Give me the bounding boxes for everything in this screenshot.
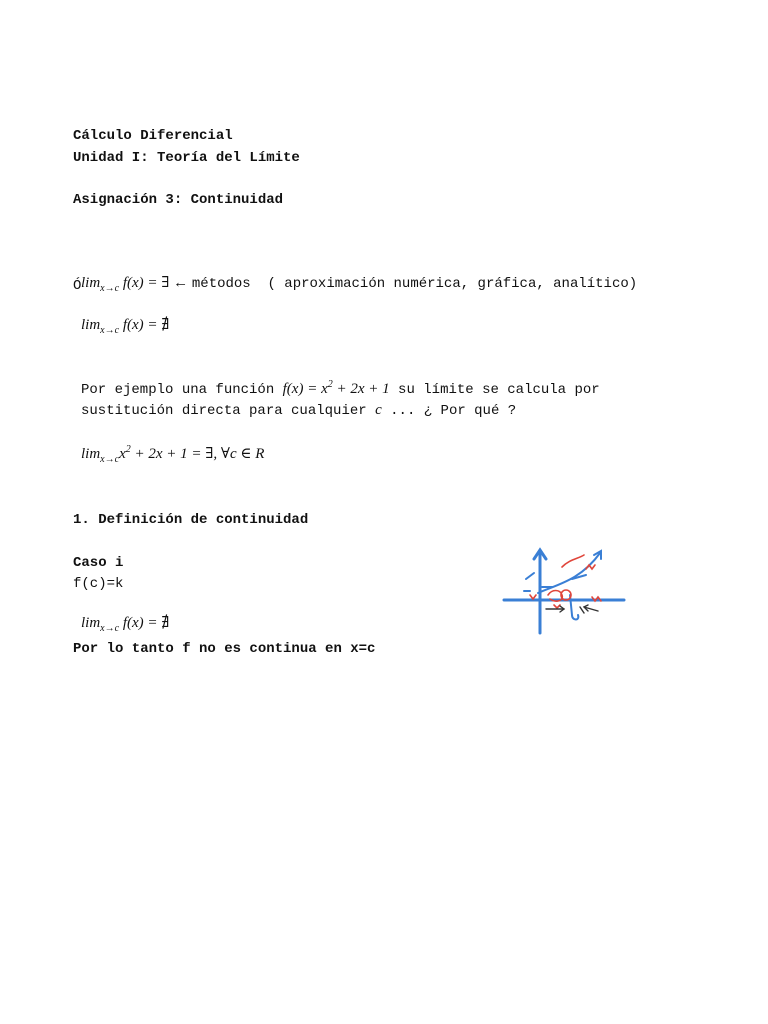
example-limit-formula: $\lim_{x\to c}x^2 + 2x + 1$ = ∃, ∀c ∈ R	[81, 444, 265, 465]
case-limit-formula: $\lim_{x\to c} f(x)$ = ∄	[81, 615, 170, 634]
example-line-2: sustitución directa para cualquier c ... ¿ Por qué ?	[81, 402, 517, 419]
limit-not-exists-formula: $\lim_{x\to c} f(x)$ = ∄	[81, 317, 170, 336]
fc-equals-k: f(c)=k	[73, 576, 124, 592]
unit-title: Unidad I: Teoría del Límite	[73, 150, 300, 166]
assignment-title: Asignación 3: Continuidad	[73, 192, 284, 208]
example-limit-line	[73, 427, 264, 463]
limit-exists-formula: $\lim_{x\to c} f(x)$ = ∃ ←	[81, 275, 192, 294]
or-label: Ó	[73, 278, 82, 294]
methods-label: métodos	[191, 276, 251, 292]
course-title: Cálculo Diferencial	[73, 128, 233, 144]
section-title: 1. Definición de continuidad	[73, 512, 309, 528]
continuity-sketch	[500, 545, 630, 637]
case-title: Caso i	[73, 555, 124, 571]
example-line-1: Por ejemplo una función $f(x) = x^2 + 2x + 1$ su límite se calcula por	[81, 379, 600, 398]
sketch-axes	[504, 550, 624, 633]
function-formula: $f(x) = x^2 + 2x + 1$	[282, 379, 390, 397]
conclusion-text: Por lo tanto f no es continua en x=c	[73, 641, 376, 657]
limit-exists-line	[73, 256, 637, 293]
methods-list: ( aproximación numérica, gráfica, analítico)	[250, 276, 638, 292]
case-limit-line	[73, 596, 169, 632]
limit-not-exists-line	[73, 298, 169, 334]
